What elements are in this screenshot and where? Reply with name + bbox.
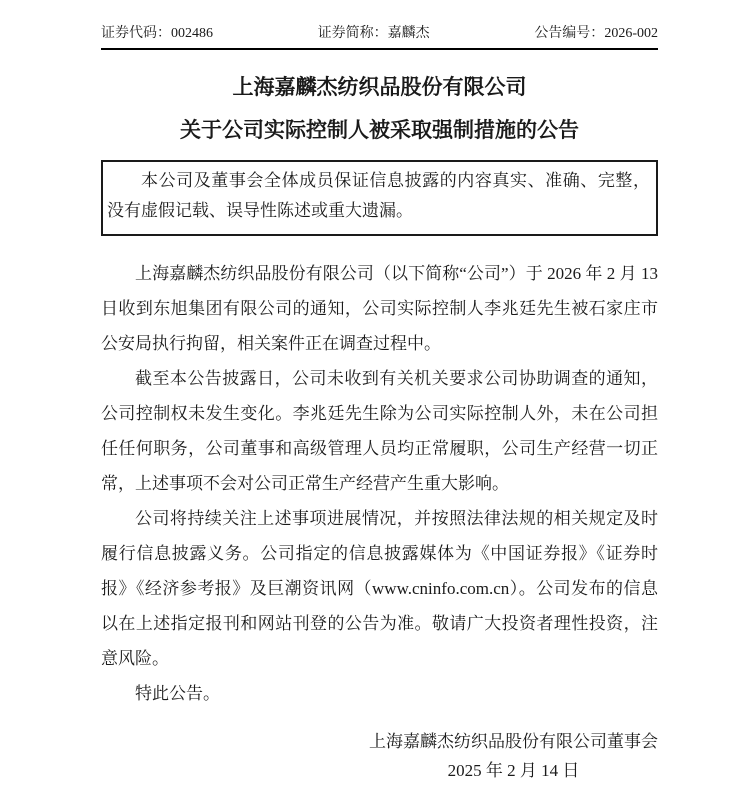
paragraph-status: 截至本公告披露日，公司未收到有关机关要求公司协助调查的通知，公司控制权未发生变化。李兆廷先生除为公司实际控制人外，未在公司担任任何职务，公司董事和高级管理人员均正常履职，公司生产经营一切正常，上述事项不会对公司正常生产经营产生重大影响。 — [101, 369, 658, 493]
company-name-title: 上海嘉麟杰纺织品股份有限公司 — [232, 75, 527, 99]
paragraph-disclosure-post: ）。公司发布的信息以在上述指定报刊和网站刊登的公告为准。敬请广大投资者理性投资，注意风险。 — [101, 579, 659, 668]
paragraph-disclosure — [101, 501, 658, 676]
signature-inner — [369, 727, 658, 785]
disclaimer-text: 本公司及董事会全体成员保证信息披露的内容真实、准确、完整，没有虚假记载、误导性陈述或重大遗漏。 — [107, 171, 650, 220]
paragraph-disclosure-pre: 公司将持续关注上述事项进展情况，并按照法律法规的相关规定及时履行信息披露义务。公司指定的信息披露媒体为《中国证券报》《证券时报》《经济参考报》及巨潮资讯网（ — [101, 509, 658, 598]
stock-code-label: 证券代码： — [101, 26, 171, 41]
cninfo-url: www.cninfo.com.cn — [372, 579, 510, 598]
signature-company: 上海嘉麟杰纺织品股份有限公司董事会 — [369, 732, 658, 751]
disclaimer-box — [101, 160, 658, 236]
announcement-number-value: 2026-002 — [604, 26, 658, 41]
signature-date: 2025 年 2 月 14 日 — [447, 761, 580, 780]
closing-statement: 特此公告。 — [135, 684, 220, 703]
paragraph-notice: 上海嘉麟杰纺织品股份有限公司（以下简称“公司”）于 2026 年 2 月 13 日收到东旭集团有限公司的通知，公司实际控制人李兆廷先生被石家庄市公安局执行拘留，相关案件正在调查过程中。 — [101, 264, 658, 353]
document-header — [101, 25, 658, 50]
stock-name — [318, 25, 430, 42]
stock-name-label: 证券简称： — [317, 26, 388, 41]
signature-block — [101, 727, 658, 785]
stock-name-value: 嘉麟杰 — [387, 26, 430, 41]
announcement-number — [534, 25, 658, 42]
stock-code-value: 002486 — [171, 26, 213, 41]
announcement-number-label: 公告编号： — [534, 26, 605, 41]
stock-code — [101, 25, 213, 42]
announcement-title: 关于公司实际控制人被采取强制措施的公告 — [180, 118, 579, 142]
